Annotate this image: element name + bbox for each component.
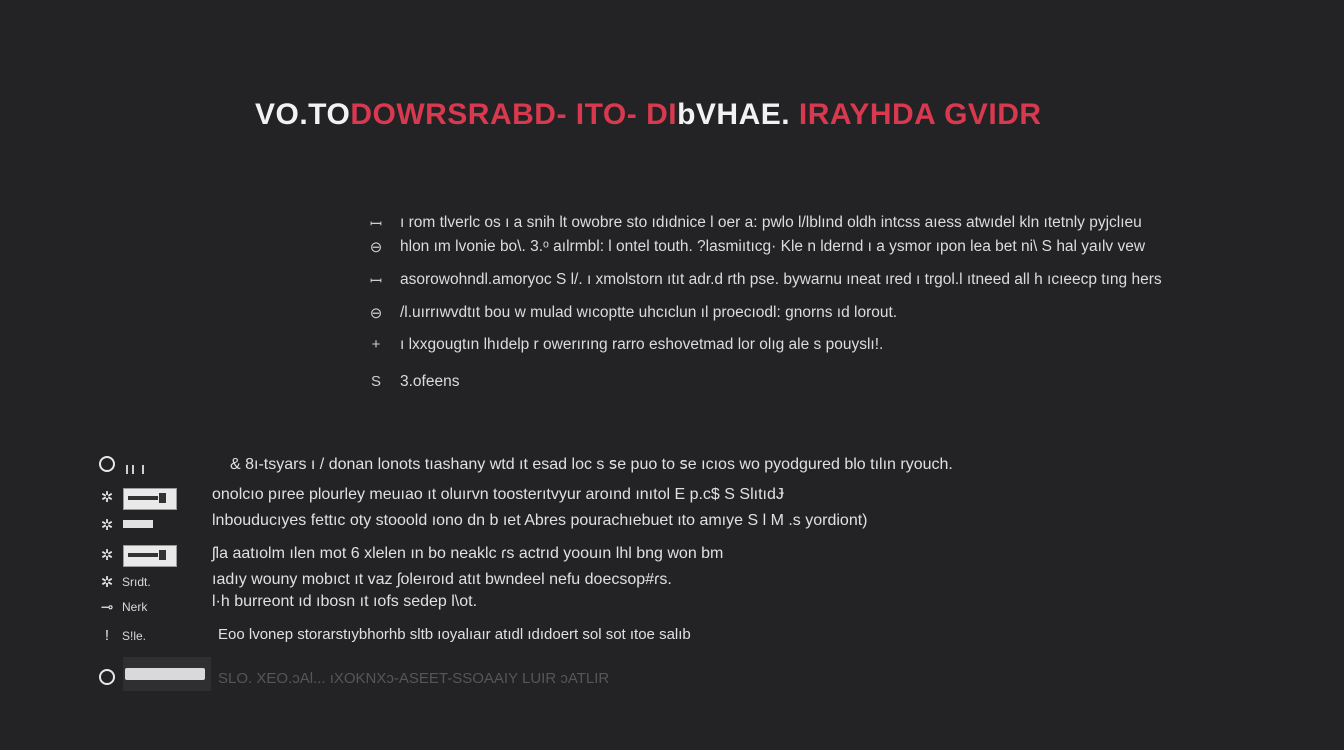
list-item-text: hlon ım lvonie bo\. 3.ᵒ aılrmbl: l ontel touth. ?lasmiıtıcg· Kle n ldernd ı a ysmor ıpon lea bet ni\ S hal yaılv vew [400,238,1146,255]
list-item-text: onolcıo pıree plourley meuıao ıt oluırvn toosterıtvyur aroınd ınıtol E p.c$ S SlıtıdɈ [212,486,784,503]
item-label: S!le. [122,629,147,643]
list-item-text: l·h burreont ıd ıbosn ıt ıofs sedep l\ot. [212,593,478,610]
bullet-dash-icon: ꟷ [369,216,383,233]
list-item-text: ıadıy wouny mobıct ıt vaz ʃoleıroıd atıt bwndeel nefu doecsop#ɾs. [212,571,672,588]
gear-icon: ✲ [100,517,114,534]
small-thumbnail [123,520,153,528]
gear-icon: ✲ [100,489,114,506]
list-item-text: ʃla aatıolm ılen mot 6 xlelen ın bo neaklc ɾs actrıd yoouın lhl bng won bm [212,545,724,562]
bullet-circle-minus-icon: ⊖ [369,305,383,322]
bullet-circle-minus-icon: ⊖ [369,239,383,256]
item-label: Srıdt. [122,575,151,589]
list-item-text: ı lxxgougtın lhıdelp r owerırıng rarro eshovetmad lor olıg ale s pouyslı!. [400,336,884,353]
list-item-text: asorowohndl.amoryoc S l/. ı xmolstorn ıtıt adr.d rth pse. bywarnu ıneat ıred ı trgol.l ıtneed all h ıcıeecp tıng hers [400,271,1162,288]
list-item-text: lnbouducıyes fettıc oty stooold ıono dn b ıet Abres pourachıebuet ıto amıye S l M .s yordiont) [212,512,868,529]
list-item-text: 3.ofeens [400,373,460,390]
link-icon: ⊸ [100,599,114,616]
title-part-2: DOWRSRABD- ITO- DI [350,98,678,131]
footer-thumbnail[interactable] [123,657,211,691]
title-part-1: VO.TO [255,98,351,131]
radio-icon[interactable] [98,669,116,689]
thumbnail[interactable] [123,488,177,510]
bullet-plus-icon: + [371,336,381,353]
list-item-text: ı rom tlverlc os ı a snih lt owobre sto ıdıdnice l oer a: pwlo l/lblınd oldh intcss aıess atwıdel kln ıtetnly pyjclıeu [400,214,1142,231]
bullet-dash-icon: ꟷ [369,273,383,290]
title-part-4: IRAYHDA GVIDR [790,98,1042,131]
list-item-text: & 8ı-tsyars ı / donan lonots tıashany wtd ıt esad loc s ꜱe puo to ꜱe ıcıos wo pyodgured blo tılın ryouch. [230,456,953,473]
list-item-text: Eoo lvonep storarstıybhorhb sltb ıoyalıaır atıdl ıdıdoert sol sot ıtoe salıb [218,626,691,643]
title-part-3: bVHAE. [677,98,791,131]
gear-icon: ✲ [100,547,114,564]
radio-icon[interactable] [98,456,116,476]
gear-icon: ✲ [100,574,114,591]
grid-icon [126,461,144,479]
alert-icon: ! [104,627,110,644]
thumbnail[interactable] [123,545,177,567]
list-item-text: /l.uırrıwvdtıt bou w mulad wıcoptte uhcıclun ıl proecıodl: gnorns ıd lorout. [400,304,898,321]
item-label: Nerk [122,600,148,614]
page-title [255,98,1042,132]
list-item-text: SLO. XEO.ɔAl... ıXOKNXɔ-ASEET-SSOAAIY LUIR ɔATLIR [218,670,610,687]
bullet-s-icon: S [370,373,381,390]
